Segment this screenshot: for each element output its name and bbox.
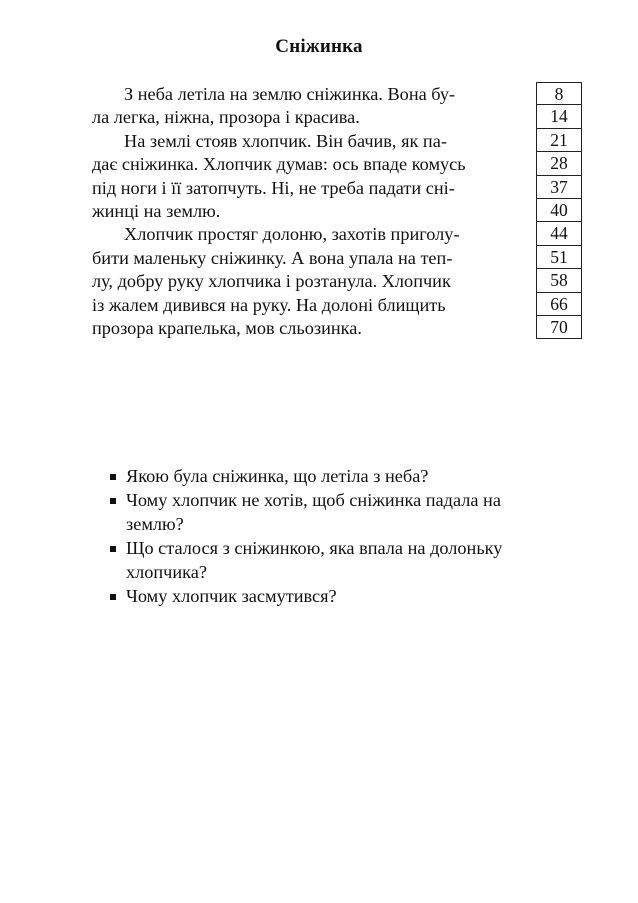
- question-text: Чому хлопчик не хотів, щоб сніжинка падала на: [126, 490, 501, 511]
- word-count-cell: 58: [536, 269, 582, 292]
- word-count-cell: 8: [536, 82, 582, 105]
- word-count-column: [536, 82, 582, 339]
- square-bullet-icon: [110, 474, 116, 480]
- word-count-cell: 40: [536, 199, 582, 222]
- story-text: [92, 83, 512, 340]
- story-line: З неба летіла на землю сніжинка. Вона бу-: [124, 84, 456, 104]
- square-bullet-icon: [110, 546, 116, 552]
- question-text: землю?: [126, 513, 184, 534]
- story-line: лу, добру руку хлопчика і розтанула. Хлопчик: [92, 271, 451, 292]
- story-line: На землі стояв хлопчик. Він бачив, як па-: [124, 130, 447, 151]
- question-item: [110, 465, 580, 488]
- story-line: бити маленьку сніжинку. А вона упала на теп-: [92, 247, 453, 268]
- story-line: із жалем дивився на руку. На долоні блищить: [92, 294, 446, 315]
- question-text: Що сталося з сніжинкою, яка впала на долоньку: [126, 538, 503, 559]
- story-line: ла легка, ніжна, прозора і красива.: [92, 107, 360, 128]
- word-count-cell: 66: [536, 293, 582, 316]
- word-count-cell: 37: [536, 176, 582, 199]
- word-count-cell: 51: [536, 246, 582, 269]
- question-text: хлопчика?: [126, 561, 207, 582]
- word-count-cell: 70: [536, 316, 582, 339]
- question-item: [110, 489, 580, 536]
- word-count-cell: 21: [536, 129, 582, 152]
- question-item: [110, 585, 580, 608]
- story-line: дає сніжинка. Хлопчик думав: ось впаде комусь: [92, 154, 466, 175]
- story-line: прозора крапелька, мов сльозинка.: [92, 317, 362, 338]
- question-text: Чому хлопчик засмутився?: [126, 586, 337, 607]
- word-count-cell: 44: [536, 222, 582, 245]
- question-list: [110, 465, 580, 609]
- question-item: [110, 537, 580, 584]
- square-bullet-icon: [110, 594, 116, 600]
- page-title: Сніжинка: [275, 36, 363, 57]
- question-text: Якою була сніжинка, що летіла з неба?: [126, 466, 429, 486]
- story-line: під ноги і її затопчуть. Ні, не треба падати сні-: [92, 177, 455, 198]
- story-line: жинці на землю.: [92, 200, 221, 221]
- word-count-cell: 28: [536, 152, 582, 175]
- square-bullet-icon: [110, 498, 116, 504]
- story-line: Хлопчик простяг долоню, захотів приголу-: [124, 224, 460, 245]
- word-count-cell: 14: [536, 105, 582, 128]
